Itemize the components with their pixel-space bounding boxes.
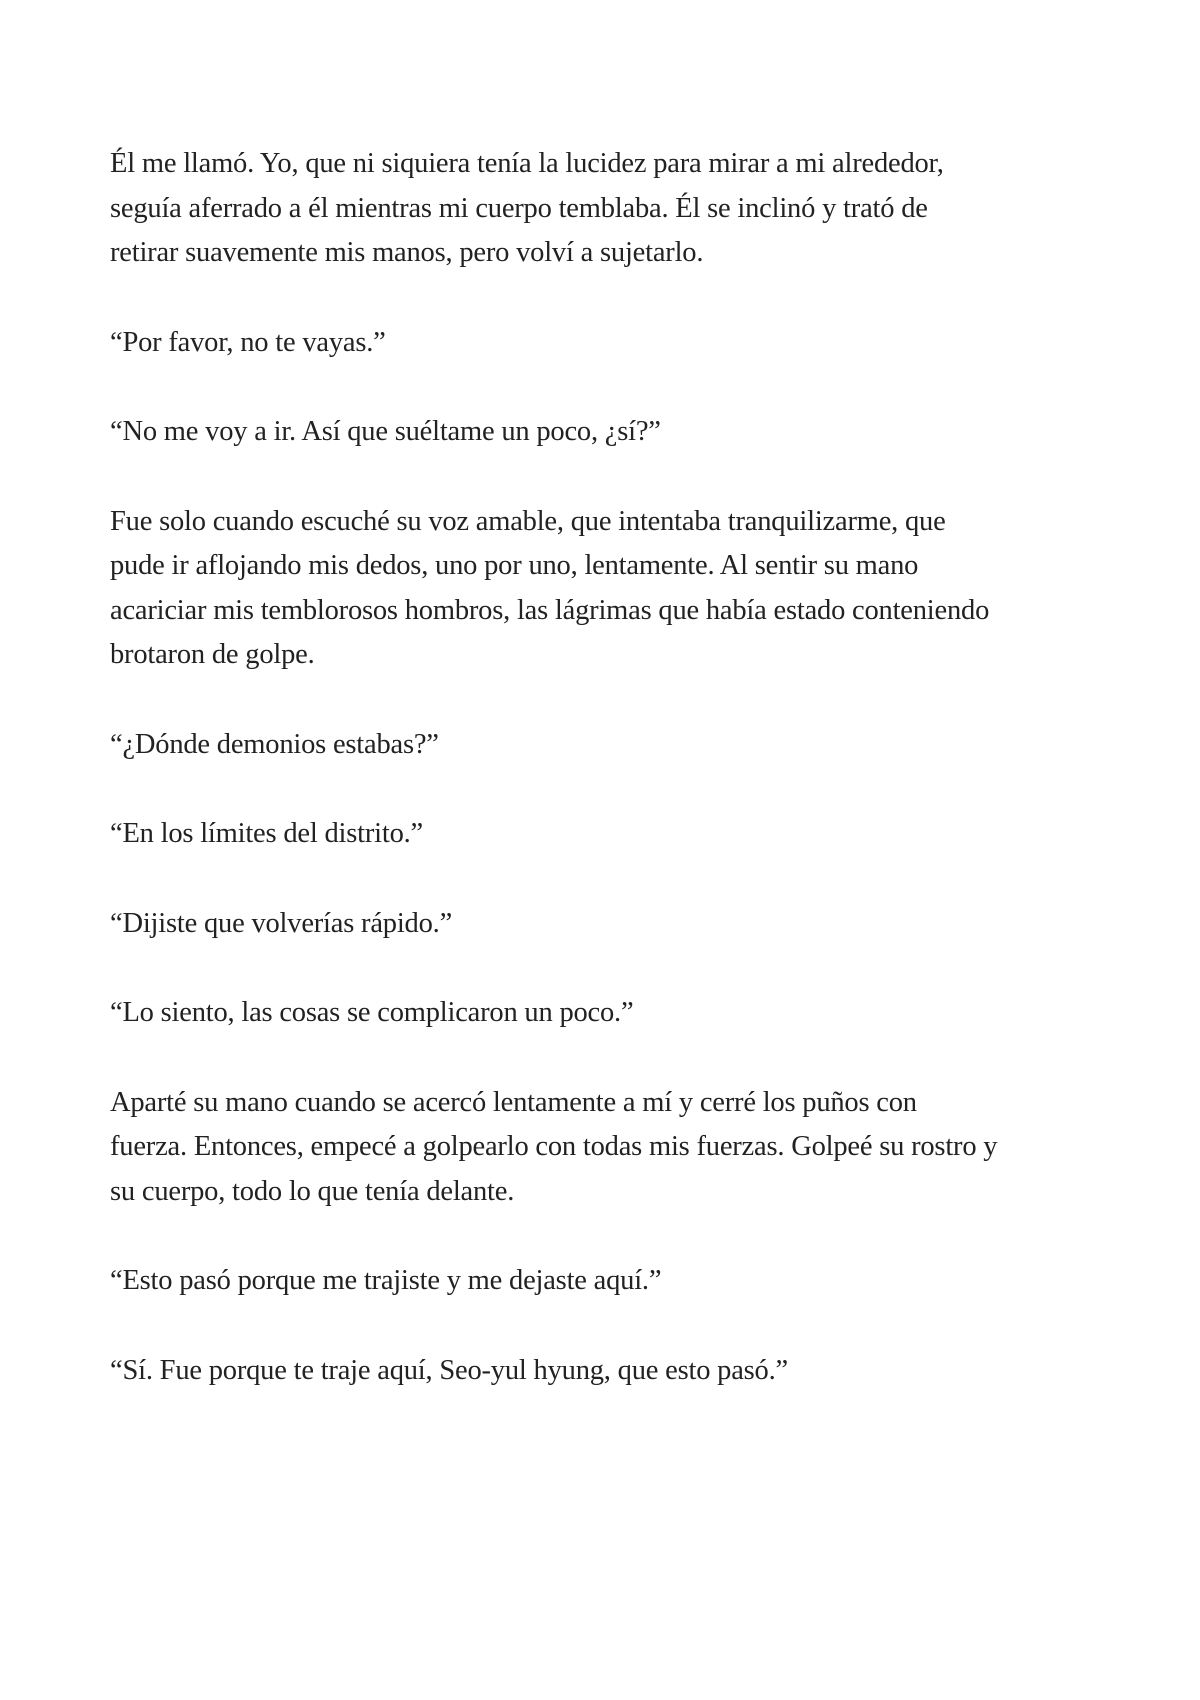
paragraph-dialogue-4: “En los límites del distrito.”	[110, 818, 423, 849]
paragraph-dialogue-6: “Lo siento, las cosas se complicaron un poco.”	[110, 997, 634, 1028]
paragraph-narration-2: Fue solo cuando escuché su voz amable, que intentaba tranquilizarme, que pude ir aflojando mis dedos, uno por uno, lentamente. Al sentir su mano acariciar mis temblorosos hombros, las lágrimas que había estado conteniendo brotaron de golpe.	[110, 505, 990, 670]
document-page	[110, 142, 1000, 1438]
paragraph-dialogue-2: “No me voy a ir. Así que suéltame un poco, ¿sí?”	[110, 416, 661, 447]
paragraph-narration-1: Él me llamó. Yo, que ni siquiera tenía la lucidez para mirar a mi alrededor, seguía aferrado a él mientras mi cuerpo temblaba. Él se inclinó y trató de retirar suavemente mis manos, pero volví a sujetarlo.	[110, 148, 944, 268]
paragraph-dialogue-7: “Esto pasó porque me trajiste y me dejaste aquí.”	[110, 1265, 662, 1296]
paragraph-dialogue-3: “¿Dónde demonios estabas?”	[110, 728, 439, 760]
paragraph-dialogue-8: “Sí. Fue porque te traje aquí, Seo-yul hyung, que esto pasó.”	[110, 1354, 788, 1386]
paragraph-narration-3: Aparté su mano cuando se acercó lentamente a mí y cerré los puños con fuerza. Entonces, empecé a golpearlo con todas mis fuerzas. Golpeé su rostro y su cuerpo, todo lo que tenía delante.	[110, 1086, 998, 1207]
paragraph-dialogue-1: “Por favor, no te vayas.”	[110, 326, 386, 358]
paragraph-dialogue-5: “Dijiste que volverías rápido.”	[110, 907, 453, 939]
